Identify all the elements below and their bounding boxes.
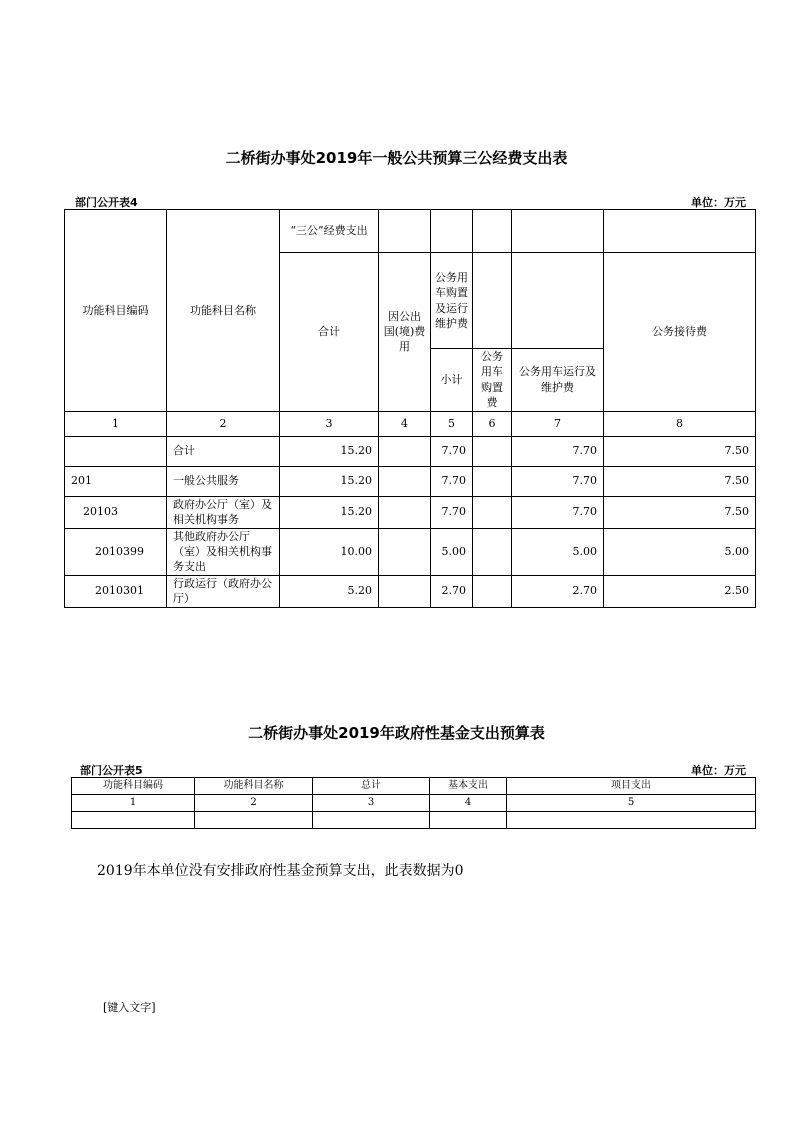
header-reception: 公务接待费 (604, 253, 756, 412)
row-name: 行政运行（政府办公厅） (167, 575, 280, 607)
row-subtotal: 5.00 (431, 528, 473, 575)
header-operation: 公务用车运行及维护费 (512, 349, 604, 412)
row-total: 10.00 (280, 528, 379, 575)
footer-placeholder: [键入文字] (103, 1001, 156, 1014)
row-name: 一般公共服务 (167, 466, 280, 496)
col-number: 7 (512, 411, 604, 436)
row-purchase (473, 496, 512, 528)
col-number: 4 (430, 795, 507, 812)
col-number: 2 (195, 795, 313, 812)
row-operation: 5.00 (512, 528, 604, 575)
row-reception: 2.50 (604, 575, 756, 607)
row-code (65, 436, 167, 466)
row-operation: 7.70 (512, 496, 604, 528)
row-purchase (473, 466, 512, 496)
table-row (65, 466, 756, 496)
header-code: 功能科目编码 (65, 210, 167, 412)
row-abroad (379, 436, 431, 466)
table-row (65, 496, 756, 528)
col-number: 6 (473, 411, 512, 436)
header-three-public: “三公”经费支出 (280, 210, 379, 253)
row-code: 201 (65, 466, 167, 496)
header-project: 项目支出 (507, 778, 756, 795)
header-purchase: 公务用车购置费 (473, 349, 512, 412)
row-reception: 7.50 (604, 496, 756, 528)
table-row (65, 436, 756, 466)
table1-title: 二桥街办事处2019年一般公共预算三公经费支出表 (225, 149, 568, 167)
col-number: 2 (167, 411, 280, 436)
header-total: 总计 (313, 778, 430, 795)
col-number: 1 (72, 795, 195, 812)
government-fund-table (71, 777, 756, 829)
row-abroad (379, 575, 431, 607)
table2-label-left: 部门公开表5 (80, 764, 143, 777)
row-total: 5.20 (280, 575, 379, 607)
row-abroad (379, 466, 431, 496)
header-name: 功能科目名称 (167, 210, 280, 412)
row-subtotal: 7.70 (431, 436, 473, 466)
note-text: 2019年本单位没有安排政府性基金预算支出，此表数据为0 (97, 863, 464, 879)
row-name: 合计 (167, 436, 280, 466)
column-number-row (65, 411, 756, 436)
row-reception: 5.00 (604, 528, 756, 575)
table-row (65, 575, 756, 607)
col-number: 3 (280, 411, 379, 436)
col-number: 5 (507, 795, 756, 812)
table1-label-right: 单位：万元 (691, 196, 746, 209)
row-code: 2010399 (65, 528, 167, 575)
row-reception: 7.50 (604, 436, 756, 466)
row-total: 15.20 (280, 496, 379, 528)
row-subtotal: 2.70 (431, 575, 473, 607)
row-subtotal: 7.70 (431, 496, 473, 528)
header-subtotal: 小计 (431, 349, 473, 412)
row-total: 15.20 (280, 436, 379, 466)
header-abroad: 因公出国(境)费用 (379, 253, 431, 412)
row-name: 其他政府办公厅（室）及相关机构事务支出 (167, 528, 280, 575)
row-code: 2010301 (65, 575, 167, 607)
col-number: 4 (379, 411, 431, 436)
row-total: 15.20 (280, 466, 379, 496)
three-public-expense-table (64, 209, 756, 608)
row-purchase (473, 528, 512, 575)
row-subtotal: 7.70 (431, 466, 473, 496)
header-vehicle: 公务用车购置及运行维护费 (431, 253, 473, 349)
row-abroad (379, 528, 431, 575)
header-total: 合计 (280, 253, 379, 412)
row-name: 政府办公厅（室）及相关机构事务 (167, 496, 280, 528)
column-number-row (72, 795, 756, 812)
row-operation: 7.70 (512, 436, 604, 466)
header-code: 功能科目编码 (72, 778, 195, 795)
col-number: 3 (313, 795, 430, 812)
row-abroad (379, 496, 431, 528)
row-operation: 7.70 (512, 466, 604, 496)
row-code: 20103 (65, 496, 167, 528)
table1-label-left: 部门公开表4 (75, 196, 138, 209)
row-operation: 2.70 (512, 575, 604, 607)
table-row (65, 528, 756, 575)
col-number: 1 (65, 411, 167, 436)
col-number: 8 (604, 411, 756, 436)
header-basic: 基本支出 (430, 778, 507, 795)
table-row (72, 812, 756, 829)
row-purchase (473, 575, 512, 607)
row-reception: 7.50 (604, 466, 756, 496)
table2-title: 二桥街办事处2019年政府性基金支出预算表 (248, 724, 545, 742)
table2-label-right: 单位：万元 (691, 764, 746, 777)
col-number: 5 (431, 411, 473, 436)
header-name: 功能科目名称 (195, 778, 313, 795)
row-purchase (473, 436, 512, 466)
